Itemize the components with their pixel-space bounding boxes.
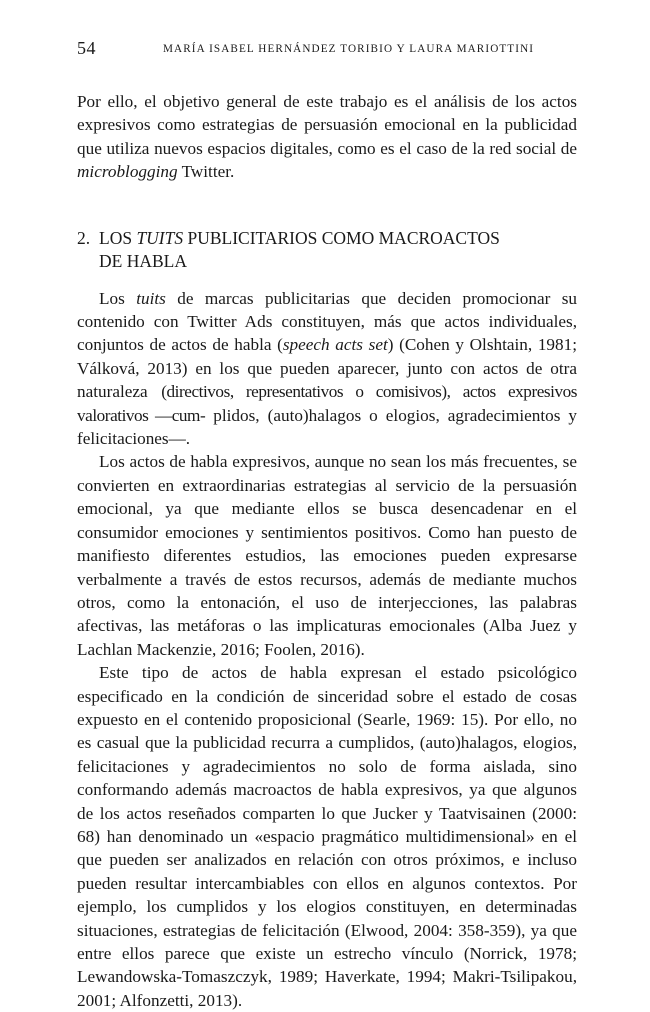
p1-text-g: plidos, (auto)halagos o elogios, agradecimientos y felicitaciones—.: [77, 405, 577, 449]
section-number: 2.: [77, 227, 91, 248]
section-title-part2: PUBLICITARIOS COMO MACROACTOS: [183, 227, 500, 248]
body-paragraph-1: [77, 287, 577, 451]
running-head-authors: MARÍA ISABEL HERNÁNDEZ TORIBIO Y LAURA MARIOTTINI: [163, 43, 535, 55]
section-heading: [77, 227, 577, 273]
p1-text-f: (directivos, representativos o comisivos), actos expresivos valorativos —cum-: [77, 382, 577, 425]
intro-text-1: Por ello, el objetivo general de este trabajo es el análisis de los actos expresivos como estrategias de persuasión emocional en la publicidad que utiliza nuevos espacios digitales, como es el caso de la red social de: [77, 92, 577, 158]
intro-italic-term: microblogging: [77, 162, 178, 182]
p1-italic-speech-acts: speech acts set: [282, 335, 388, 355]
p1-text-e: ) (Cohen y Olshtain, 1981; Válková, 2013) en los que pueden aparecer, junto con actos de otra naturaleza: [77, 335, 577, 402]
p1-text-c: de marcas publicitarias que deciden promocionar su contenido con Twitter Ads constituyen, más que actos individuales, conjuntos de actos de habla (: [77, 288, 577, 355]
body-paragraph-2: Los actos de habla expresivos, aunque no sean los más frecuentes, se convierten en extraordinarias estrategias al servicio de la persuasión emocional, ya que mediante ellos se busca desencadenar en el consumidor emociones y sentimientos positivos. Como han puesto de manifiesto diferentes estudios, las emociones pueden expresarse verbalmente a través de estos recursos, además de mediante muchos otros, como la entonación, el uso de interjecciones, las palabras afectivas, las metáforas o las implicaturas emocionales (Alba Juez y Lachlan Mackenzie, 2016; Foolen, 2016).: [77, 452, 577, 659]
running-header: [77, 38, 573, 62]
p1-text-a: Los: [99, 288, 137, 308]
section-title-italic: TUITS: [136, 227, 184, 248]
body-paragraph-3: Este tipo de actos de habla expresan el estado psicológico especificado en la condición de sinceridad sobre el estado de cosas expuesto en el contenido proposicional (Searle, 1969: 15). Por ello, no es casual que la publicidad recurra a cumplidos, (auto)halagos, elogios, felicitaciones y agradecimientos no solo de forma aislada, sino conformando además macroactos de habla expresivos, ya que algunos de los actos reseñados comparten lo que Jucker y Taatvisainen (2000: 68) han denominado un «espacio pragmático multidimensional» en el que pueden ser analizados en relación con otros próximos, e incluso pueden resultar intercambiables con ellos en algunos contextos. Por ejemplo, los cumplidos y los elogios constituyen, en determinadas situaciones, estrategias de felicitación (Elwood, 2004: 358-359), ya que entre ellos parece que existe un estrecho vínculo (Norrick, 1978; Lewandowska-Tomaszczyk, 1989; Haverkate, 1994; Makri-Tsilipakou, 2001; Alfonzetti, 2013).: [77, 663, 577, 1010]
section-title-part1: LOS: [99, 227, 137, 248]
intro-paragraph: [77, 90, 577, 184]
page-number: 54: [77, 38, 96, 58]
section-title-line2: DE HABLA: [99, 250, 187, 271]
intro-text-2: Twitter.: [177, 162, 235, 182]
p1-italic-tuits: tuits: [136, 288, 166, 308]
page-body: [77, 90, 577, 1012]
